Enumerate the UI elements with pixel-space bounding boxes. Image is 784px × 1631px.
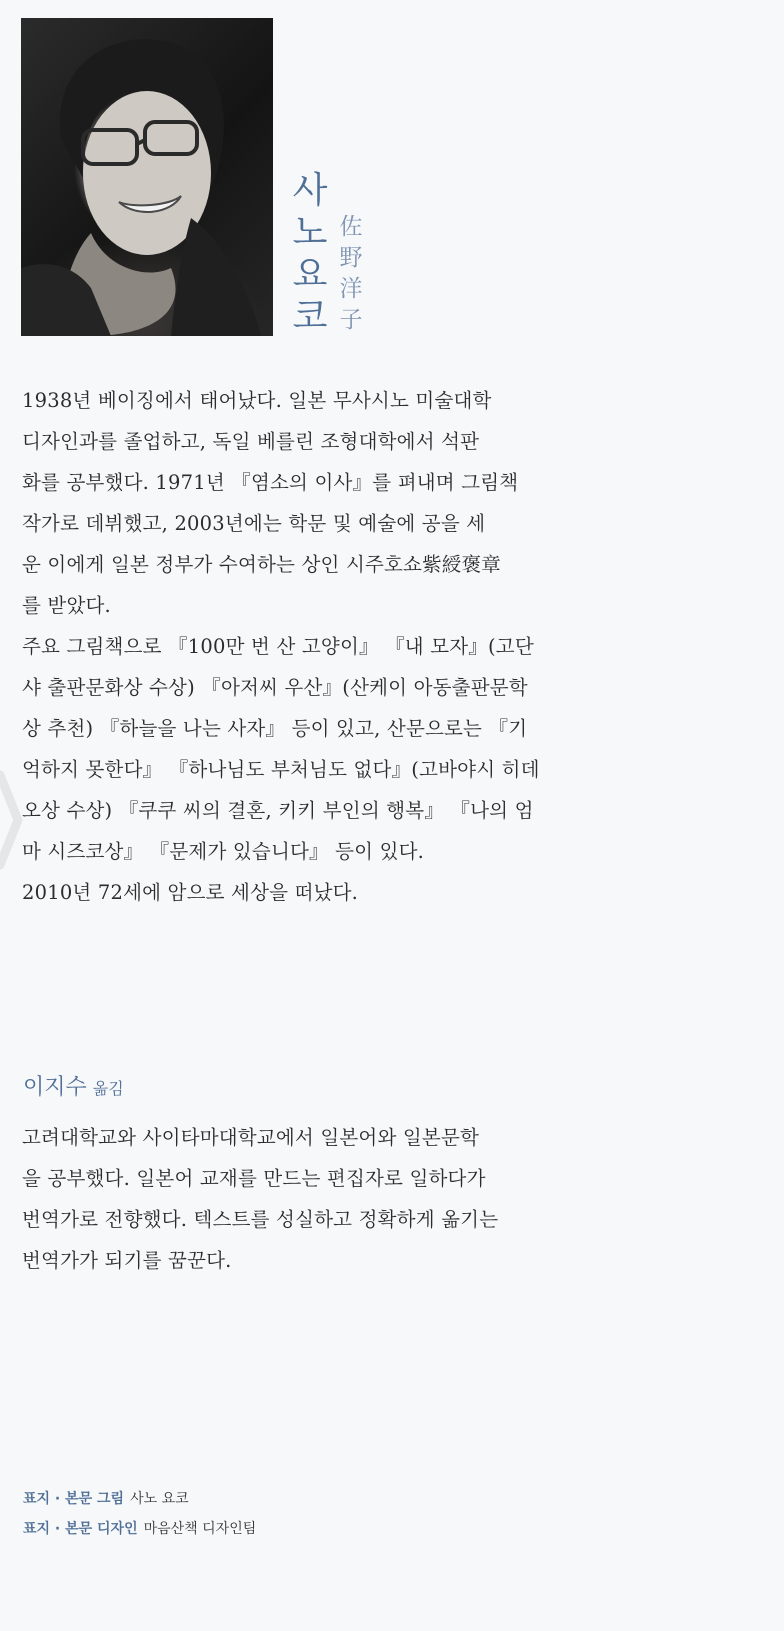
translator-bio	[22, 1117, 622, 1281]
bio-line: 샤 출판문화상 수상) 『아저씨 우산』(산케이 아동출판문학	[22, 676, 528, 699]
bio-line: 디자인과를 졸업하고, 독일 베를린 조형대학에서 석판	[22, 430, 480, 453]
author-portrait-illustration	[21, 18, 273, 336]
credit-label: 표지 · 본문 그림	[23, 1491, 125, 1507]
bio-line: 를 받았다.	[22, 594, 111, 617]
bio-line: 주요 그림책으로 『100만 번 산 고양이』 『내 모자』(고단	[22, 635, 534, 658]
bio-line: 번역가로 전향했다. 텍스트를 성실하고 정확하게 옮기는	[22, 1208, 499, 1231]
bio-line: 2010년 72세에 암으로 세상을 떠났다.	[22, 881, 359, 904]
author-name-japanese: 佐 野 洋 子	[339, 214, 363, 333]
bio-line: 오상 수상) 『쿠쿠 씨의 결혼, 키키 부인의 행복』 『나의 엄	[22, 799, 534, 822]
author-name-korean: 사 노 요 코	[292, 170, 328, 337]
bio-line: 억하지 못한다』 『하나님도 부처님도 없다』(고바야시 히데	[22, 758, 540, 781]
author-photo	[21, 18, 273, 336]
translator-role: 옮김	[92, 1079, 124, 1098]
credit-value: 마음산책 디자인팀	[143, 1521, 257, 1537]
bio-line: 1938년 베이징에서 태어났다. 일본 무사시노 미술대학	[22, 389, 492, 412]
credit-value: 사노 요코	[130, 1491, 189, 1507]
bio-line: 상 추천) 『하늘을 나는 사자』 등이 있고, 산문으로는 『기	[22, 717, 528, 740]
bio-line: 운 이에게 일본 정부가 수여하는 상인 시주호쇼紫綬褒章	[22, 553, 501, 576]
credit-label: 표지 · 본문 디자인	[23, 1521, 138, 1537]
bio-line: 화를 공부했다. 1971년 『염소의 이사』를 펴내며 그림책	[22, 471, 519, 494]
translator-heading	[23, 1070, 124, 1101]
author-bio	[22, 380, 622, 913]
bio-line: 작가로 데뷔했고, 2003년에는 학문 및 예술에 공을 세	[22, 512, 486, 535]
design-credits	[23, 1484, 256, 1544]
bio-line: 을 공부했다. 일본어 교재를 만드는 편집자로 일하다가	[22, 1167, 486, 1190]
bio-line: 마 시즈코상』 『문제가 있습니다』 등이 있다.	[22, 840, 425, 863]
credit-row	[23, 1484, 256, 1514]
bio-line: 고려대학교와 사이타마대학교에서 일본어와 일본문학	[22, 1126, 480, 1149]
page-edge-chevron-icon	[0, 765, 26, 885]
translator-name: 이지수	[23, 1075, 87, 1100]
credit-row	[23, 1514, 256, 1544]
bio-line: 번역가가 되기를 꿈꾼다.	[22, 1249, 232, 1272]
